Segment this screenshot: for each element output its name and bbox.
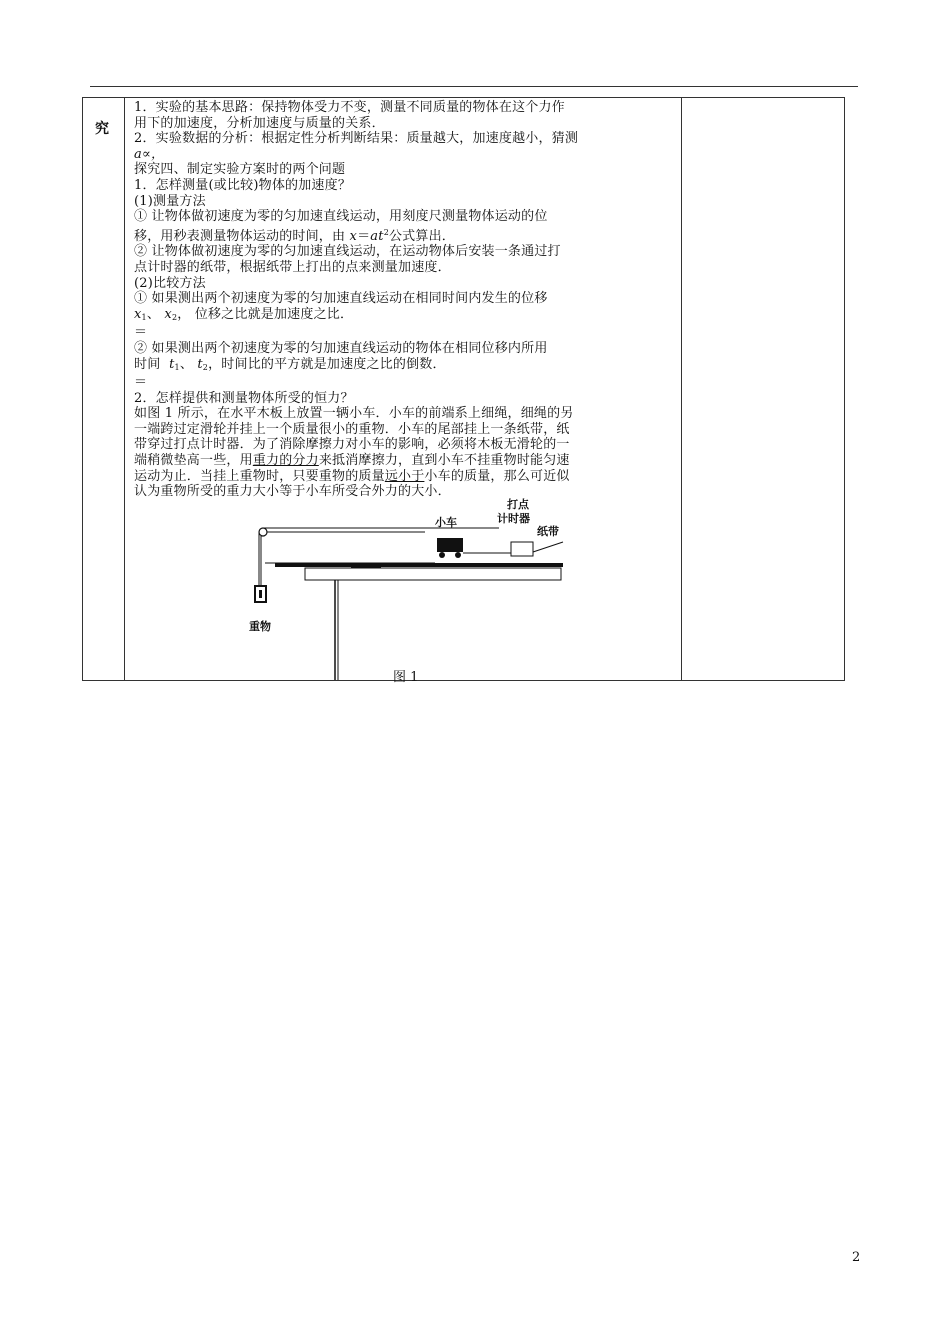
main-column (125, 98, 682, 685)
text-line: ② 如果测出两个初速度为零的匀加速直线运动的物体在相同位移内所用 (134, 340, 548, 356)
text-line: a∝， (134, 146, 165, 162)
text-line: 探究四、制定实验方案时的两个问题 (134, 162, 346, 178)
page-number: 2 (852, 1250, 861, 1265)
underlined-term: 重力的分力 (252, 453, 319, 469)
text-line: 1．怎样测量(或比较)物体的加速度？ (134, 177, 352, 193)
text-line: ② 让物体做初速度为零的匀加速直线运动，在运动物体后安装一条通过打 (134, 244, 561, 260)
text-line: (2)比较方法 (134, 275, 206, 291)
text-line: 2．实验数据的分析：根据定性分析判断结果：质量越大，加速度越小，猜测 (134, 131, 579, 147)
text-line: 2．怎样提供和测量物体所受的恒力？ (134, 390, 354, 406)
notes-column (682, 98, 844, 680)
text-fragment: 公式算出． (388, 228, 455, 244)
side-label: 究 (95, 121, 109, 137)
table-top (305, 568, 561, 580)
text-line: 如图 1 所示，在水平木板上放置一辆小车．小车的前端系上细绳，细绳的另 (134, 406, 574, 422)
tape-label: 纸带 (537, 525, 559, 538)
text-line: 带穿过打点计时器．为了消除摩擦力对小车的影响，必须将木板无滑轮的一 (134, 437, 570, 453)
text-line: ＝ (134, 325, 148, 341)
pulley (259, 528, 267, 536)
ticker-timer (511, 542, 533, 556)
lesson-text (134, 100, 674, 500)
text-line: ① 让物体做初速度为零的匀加速直线运动，用刻度尺测量物体运动的位 (134, 209, 548, 225)
underlined-term: 远小于 (384, 468, 425, 484)
track-board (275, 563, 563, 567)
text-line: 端稍微垫高一些，用重力的分力来抵消摩擦力，直到小车不挂重物时能匀速 (134, 453, 570, 469)
label-column (83, 98, 125, 680)
text-fragment: 移，用秒表测量物体运动的时间，由 (134, 228, 346, 244)
timer-label-line2: 计时器 (497, 512, 530, 525)
experiment-diagram (245, 498, 565, 683)
text-line: 点计时器的纸带，根据纸带上打出的点来测量加速度． (134, 259, 451, 275)
text-line: 认为重物所受的重力大小等于小车所受合外力的大小． (134, 484, 451, 500)
text-line: $x_1$、 $x_2$， 位移之比就是加速度之比． (134, 306, 354, 322)
text-line: 1．实验的基本思路：保持物体受力不变，测量不同质量的物体在这个力作 (134, 100, 565, 115)
content-table (82, 97, 845, 685)
text-line: ① 如果测出两个初速度为零的匀加速直线运动在相同时间内发生的位移 (134, 291, 548, 307)
apparatus-drawing (245, 518, 565, 683)
car-label: 小车 (435, 516, 457, 529)
text-line: 时间 $t_1$、 $t_2$，时间比的平方就是加速度之比的倒数． (134, 356, 446, 372)
timer-label-line1: 打点 (507, 498, 529, 511)
weight-label: 重物 (249, 620, 271, 633)
paper-tape (533, 542, 563, 552)
text-line: 用下的加速度，分析加速度与质量的关系． (134, 115, 385, 131)
figure-caption: 图 1 (393, 670, 419, 685)
header-rule (90, 86, 858, 87)
text-line: ＝ (134, 375, 148, 391)
text-line: (1)测量方法 (134, 193, 206, 209)
formula: $x=at^2$ (349, 227, 389, 244)
text-line: 一端跨过定滑轮并挂上一个质量很小的重物．小车的尾部挂上一条纸带，纸 (134, 421, 570, 437)
text-fragment: 位移之比就是加速度之比． (194, 306, 354, 322)
text-line: 运动为止．当挂上重物时，只要重物的质量远小于小车的质量，那么可近似 (134, 468, 570, 484)
text-line (134, 225, 674, 245)
